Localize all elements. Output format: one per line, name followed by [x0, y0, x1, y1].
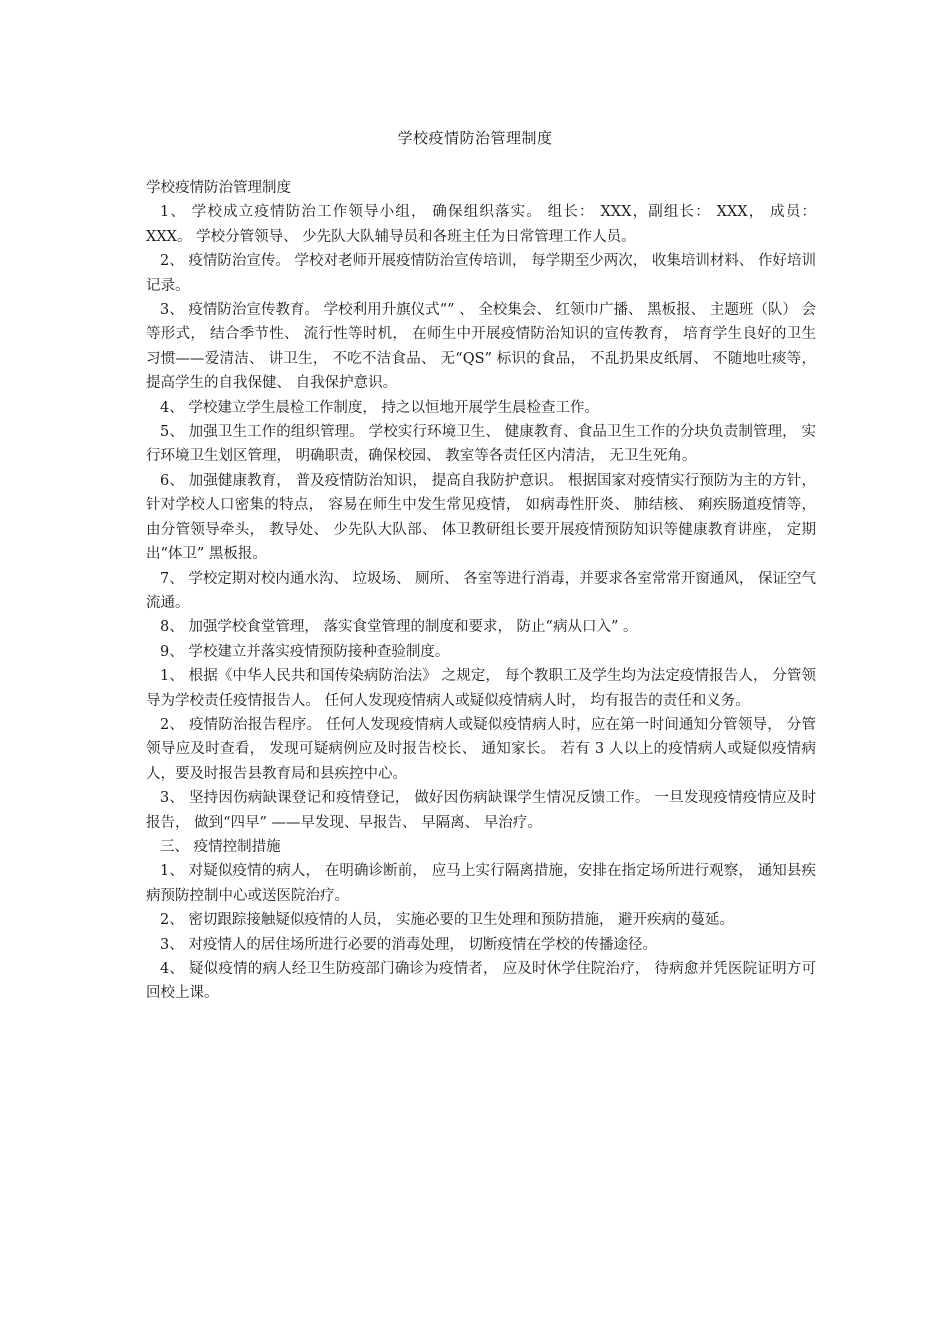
body-heading: 学校疫情防治管理制度	[146, 180, 291, 196]
document-body	[146, 176, 816, 1006]
paragraph-item-6: 6、 加强健康教育， 普及疫情防治知识， 提高自我防护意识。 根据国家对疫情实行预防为主的方针， 针对学校人口密集的特点， 容易在师生中发生常见疫情， 如病毒性肝炎、 肺结核、 痢疾肠道疫情等，由分管领导牵头， 教导处、 少先队大队部、 体卫教研组长要开展疫情预防知识等健康教育讲座， 定期出“体卫” 黑板报。	[146, 472, 816, 563]
section-heading-control-measures: 三、 疫情控制措施	[160, 838, 281, 855]
paragraph-item-4: 4、 学校建立学生晨检工作制度， 持之以恒地开展学生晨检查工作。	[160, 399, 599, 416]
paragraph-item-5: 5、 加强卫生工作的组织管理。 学校实行环境卫生、 健康教育、食品卫生工作的分块负责制管理， 实行环境卫生划区管理， 明确职责，确保校园、 教室等各责任区内清洁， 无卫生死角。	[146, 424, 816, 465]
control-item-1: 1、 对疑似疫情的病人， 在明确诊断前， 应马上实行隔离措施，安排在指定场所进行观察， 通知县疾病预防控制中心或送医院治疗。	[146, 863, 816, 904]
paragraph-item-8: 8、 加强学校食堂管理， 落实食堂管理的制度和要求， 防止“病从口入” 。	[160, 619, 638, 636]
control-item-3: 3、 对疫情人的居住场所进行必要的消毒处理， 切断疫情在学校的传播途径。	[160, 936, 657, 953]
control-item-4: 4、 疑似疫情的病人经卫生防疫部门确诊为疫情者， 应及时休学住院治疗， 待病愈并凭医院证明方可回校上课。	[146, 961, 816, 1002]
paragraph-item-7: 7、 学校定期对校内通水沟、 垃圾场、 厕所、 各室等进行消毒，并要求各室常常开窗通风， 保证空气流通。	[146, 570, 816, 611]
paragraph-item-1: 1、 学校成立疫情防治工作领导小组， 确保组织落实。 组长： XXX，副组长： XXX， 成员： XXX。 学校分管领导、 少先队大队辅导员和各班主任为日常管理工作人员。	[146, 204, 816, 245]
control-item-2: 2、 密切跟踪接触疑似疫情的人员， 实施必要的卫生处理和预防措施， 避开疾病的蔓延。	[160, 912, 735, 929]
report-item-2: 2、 疫情防治报告程序。 任何人发现疫情病人或疑似疫情病人时，应在第一时间通知分管领导， 分管领导应及时查看， 发现可疑病例应及时报告校长、 通知家长。 若有 3 人以上的疫情病人或疑似疫情病人，要及时报告县教育局和县疾控中心。	[146, 716, 816, 782]
paragraph-item-2: 2、 疫情防治宣传。 学校对老师开展疫情防治宣传培训， 每学期至少两次， 收集培训材料、 作好培训记录。	[146, 253, 816, 294]
report-item-1: 1、 根据《中华人民共和国传染病防治法》 之规定， 每个教职工及学生均为法定疫情报告人， 分管领导为学校责任疫情报告人。 任何人发现疫情病人或疑似疫情病人时， 均有报告的责任和义务。	[146, 668, 816, 709]
document-title: 学校疫情防治管理制度	[397, 129, 553, 147]
report-item-3: 3、 坚持因伤病缺课登记和疫情登记， 做好因伤病缺课学生情况反馈工作。 一旦发现疫情疫情应及时报告， 做到“四早” ——早发现、早报告、 早隔离、 早治疗。	[146, 790, 816, 831]
paragraph-item-3: 3、 疫情防治宣传教育。 学校利用升旗仪式“” 、 全校集会、 红领巾广播、 黑板报、 主题班（队） 会等形式， 结合季节性、 流行性等时机， 在师生中开展疫情防治知识的宣传教育， 培育学生良好的卫生习惯——爱清洁、 讲卫生， 不吃不洁食品、 无“QS” 标识的食品， 不乱扔果皮纸屑、 不随地吐痰等， 提高学生的自我保健、 自我保护意识。	[146, 302, 816, 392]
paragraph-item-9: 9、 学校建立并落实疫情预防接种查验制度。	[160, 643, 450, 660]
